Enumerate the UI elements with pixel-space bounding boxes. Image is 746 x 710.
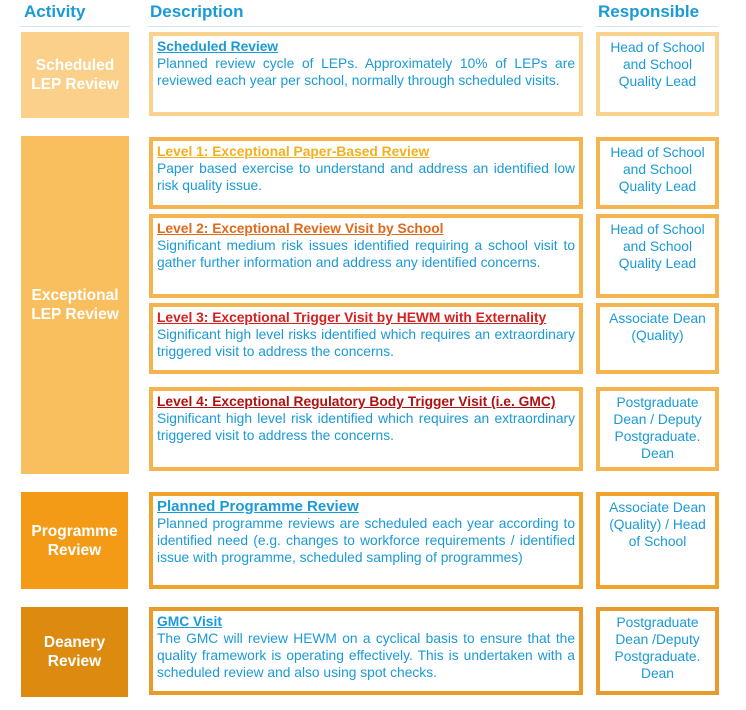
description-box <box>149 303 583 374</box>
description-body: Significant high level risk identified which requires an extraordinary triggered visit to address the concerns. <box>157 411 575 443</box>
description-box <box>149 387 583 471</box>
description-title: Level 1: Exceptional Paper-Based Review <box>157 144 430 159</box>
description-title: Level 2: Exceptional Review Visit by School <box>157 221 444 236</box>
description-box <box>149 607 583 695</box>
description-box <box>149 137 583 209</box>
description-body: The GMC will review HEWM on a cyclical basis to ensure that the quality framework is operating effectively. This is undertaken with a scheduled review and also using spot checks. <box>157 631 575 680</box>
description-box <box>149 214 583 298</box>
activity-scheduled-lep-review: Scheduled LEP Review <box>21 32 129 118</box>
activity-exceptional-lep-review: Exceptional LEP Review <box>21 136 129 474</box>
description-title: Level 4: Exceptional Regulatory Body Trigger Visit (i.e. GMC) <box>157 394 556 409</box>
responsible-box: Head of School and School Quality Lead <box>596 32 719 116</box>
description-title: Level 3: Exceptional Trigger Visit by HEWM with Externality <box>157 310 547 325</box>
activity-header: Activity <box>24 2 86 21</box>
activity-header-rule <box>20 26 130 27</box>
description-box <box>149 492 583 589</box>
responsible-box: Associate Dean (Quality) / Head of School <box>596 492 719 589</box>
responsible-box: Associate Dean (Quality) <box>596 303 719 374</box>
description-title: Scheduled Review <box>157 39 279 54</box>
description-header: Description <box>150 2 244 21</box>
description-body: Planned review cycle of LEPs. Approximately 10% of LEPs are reviewed each year per school, normally through scheduled visits. <box>157 56 575 88</box>
responsible-box: Head of School and School Quality Lead <box>596 214 719 298</box>
description-box <box>149 32 583 116</box>
description-body: Significant medium risk issues identified requiring a school visit to gather further information and address any identified concerns. <box>157 238 575 270</box>
responsible-box: Postgraduate Dean /Deputy Postgraduate. Dean <box>596 607 719 695</box>
responsible-header-rule <box>596 26 718 27</box>
description-body: Planned programme reviews are scheduled each year according to identified need (e.g. changes to workforce requirements / identified issue with programme, scheduled sampling of programmes) <box>157 516 575 565</box>
responsible-box: Head of School and School Quality Lead <box>596 137 719 209</box>
description-title: GMC Visit <box>157 614 222 629</box>
description-body: Significant high level risks identified which requires an extraordinary triggered visit to address the concerns. <box>157 327 575 359</box>
description-title: Planned Programme Review <box>157 498 359 515</box>
description-body: Paper based exercise to understand and address an identified low risk quality issue. <box>157 161 575 193</box>
responsible-box: Postgraduate Dean / Deputy Postgraduate. Dean <box>596 387 719 471</box>
description-header-rule <box>148 26 582 27</box>
responsible-header: Responsible <box>598 2 700 21</box>
activity-programme-review: Programme Review <box>21 492 128 589</box>
activity-deanery-review: Deanery Review <box>21 607 128 697</box>
